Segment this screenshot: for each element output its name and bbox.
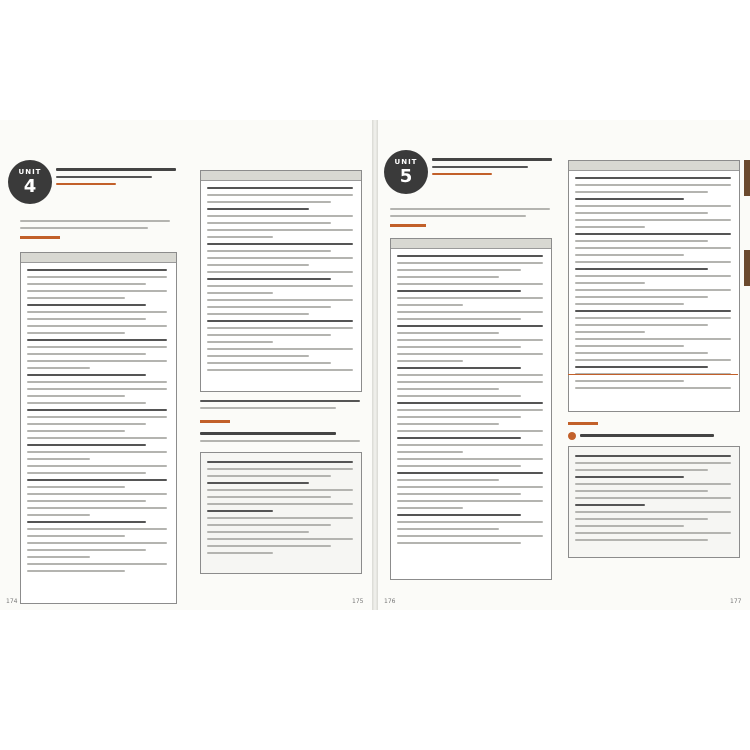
right-page (378, 120, 750, 610)
page-number: 174 (6, 598, 18, 605)
section-heading (20, 236, 60, 239)
usage-table (20, 252, 177, 604)
unit-label: UNIT (394, 158, 418, 166)
unit-circle (384, 150, 428, 194)
section-heading (390, 224, 426, 227)
example-table (200, 170, 362, 392)
book-spread (0, 120, 750, 610)
unit-number: 4 (23, 176, 37, 197)
unit-label: UNIT (18, 168, 42, 176)
table-header (569, 161, 739, 171)
table-header (21, 253, 176, 263)
section-heading (200, 420, 230, 423)
exercise-intro (580, 434, 738, 442)
exercise-intro (200, 432, 360, 447)
table-body (207, 187, 353, 376)
note-text (200, 400, 360, 414)
intro-text (20, 220, 170, 234)
unit-number: 5 (399, 166, 413, 187)
page-number: 175 (352, 598, 364, 605)
intro-text (390, 208, 550, 222)
table-body (397, 255, 543, 549)
exercise-body (575, 455, 731, 546)
table-body (575, 177, 731, 394)
page-number: 176 (384, 598, 396, 605)
unit-circle (8, 160, 52, 204)
unit-title (56, 168, 176, 190)
exercise-box (200, 452, 362, 574)
exercise-box (568, 446, 740, 558)
exercise-body (207, 461, 353, 559)
table-header (201, 171, 361, 181)
chapter-edge-tab (744, 250, 750, 286)
unit-title (432, 158, 552, 180)
divider-line (568, 374, 738, 375)
table-header (391, 239, 551, 249)
page-number: 177 (730, 598, 742, 605)
table-body (27, 269, 167, 577)
section-heading (568, 422, 598, 425)
chapter-edge-tab (744, 160, 750, 196)
usage-table (390, 238, 552, 580)
left-page (0, 120, 372, 610)
bullet-icon (568, 432, 576, 440)
